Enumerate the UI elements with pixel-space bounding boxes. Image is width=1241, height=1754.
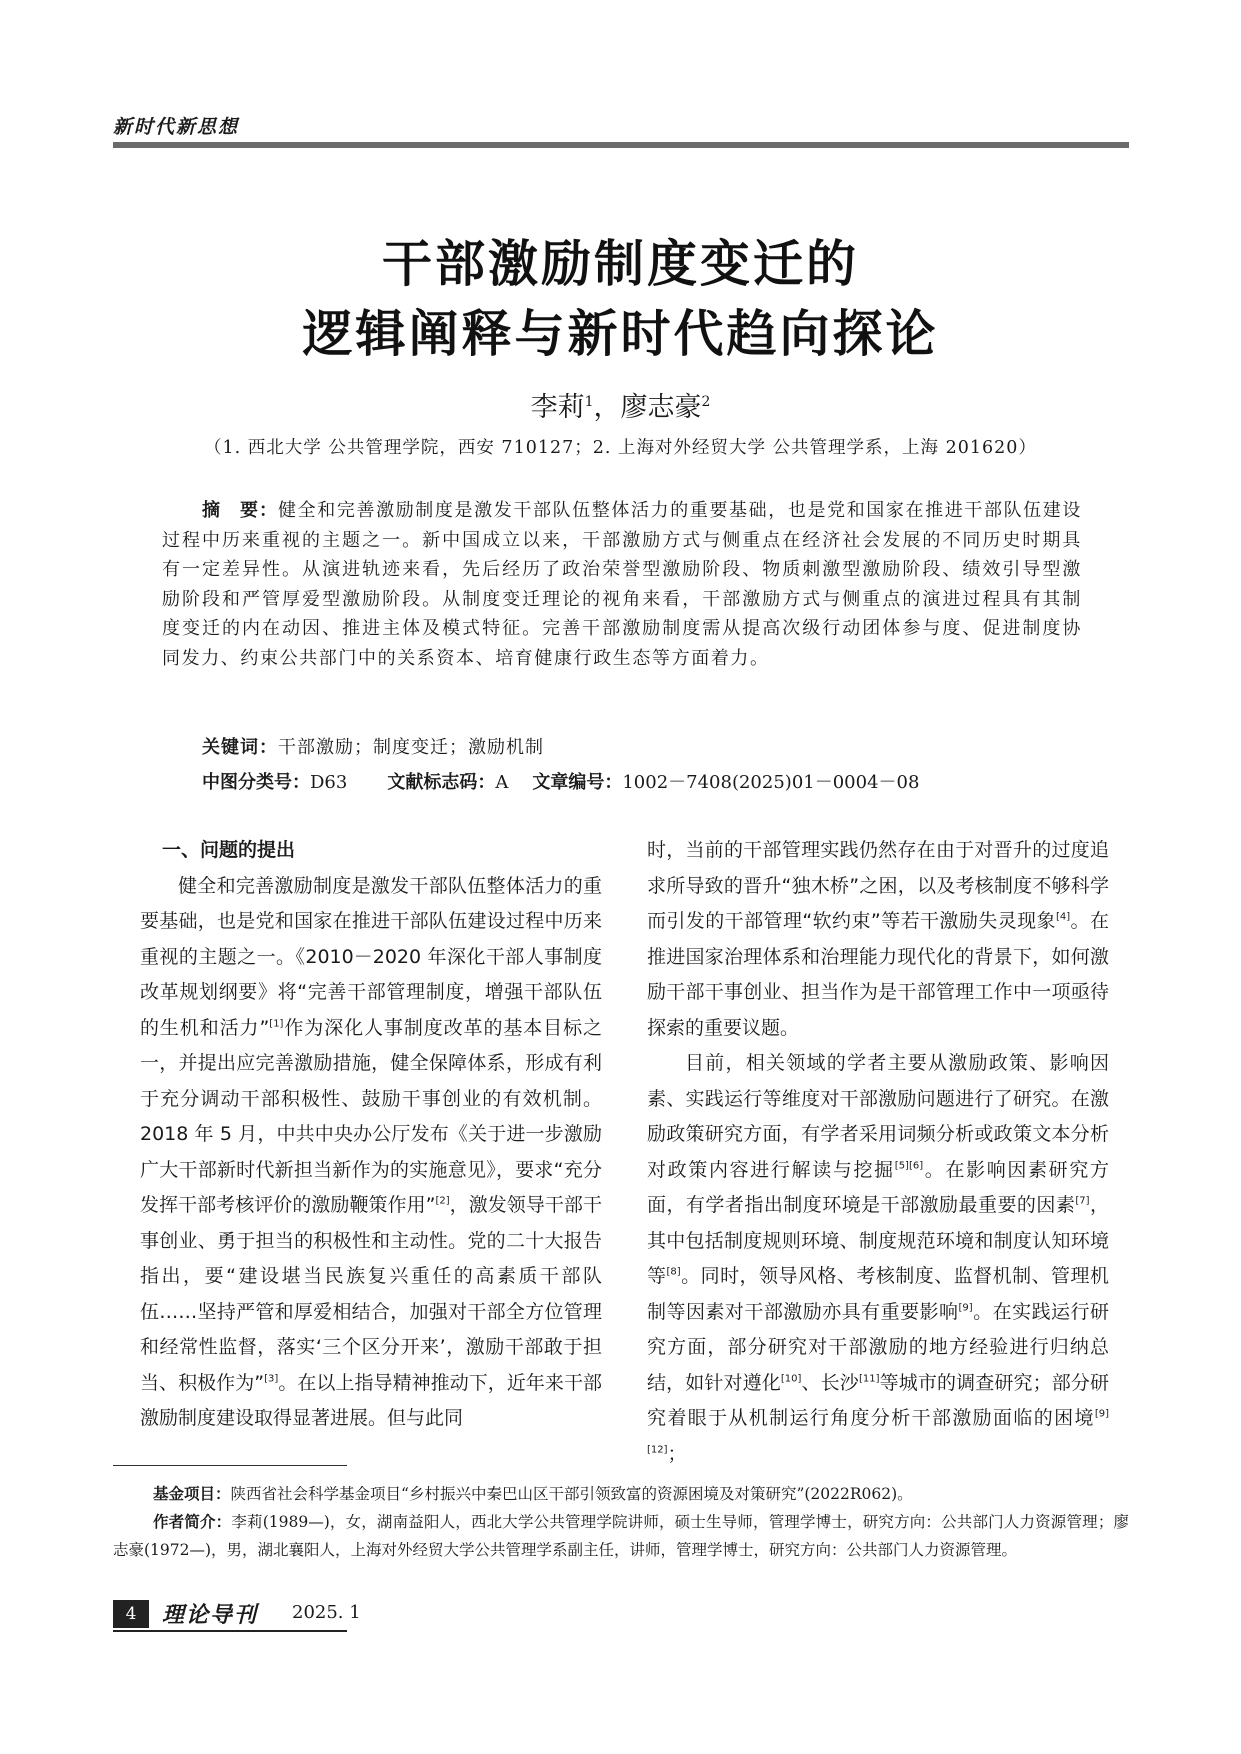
paragraph-1 [140, 869, 602, 1437]
abstract-text: 健全和完善激励制度是激发干部队伍整体活力的重要基础，也是党和国家在推进干部队伍建设过程中历来重视的主题之一。新中国成立以来，干部激励方式与侧重点在经济社会发展的不同历史时期具有一定差异性。从演进轨迹来看，先后经历了政治荣誉型激励阶段、物质刺激型激励阶段、绩效引导型激励阶段和严管厚爱型激励阶段。从制度变迁理论的视角来看，干部激励方式与侧重点的演进过程具有其制度变迁的内在动因、推进主体及模式特征。完善干部激励制度需从提高次级行动团体参与度、促进制度协同发力、约束公共部门中的关系资本、培育健康行政生态等方面着力。 [162, 500, 1082, 669]
classification [202, 768, 919, 794]
keywords [202, 733, 544, 759]
body-column-left [140, 833, 602, 1437]
p2-text-8: ； [667, 1442, 687, 1465]
p1-text-5: 。在推进国家治理体系和治理能力现代化的背景下，如何激励干部干事创业、担当作为是干部管理工作中一项亟待探索的重要议题。 [647, 910, 1109, 1039]
p1-text-3: ，激发领导干部干事创业、勇于担当的积极性和主动性。党的二十大报告指出，要“建设堪当民族复兴重任的高素质干部队伍……坚持严管和厚爱相结合，加强对干部全方位管理和经常性监督，落实‘三个区分开来’，激励干部敢于担当、积极作为” [140, 1194, 602, 1394]
p1-text-4b: 时，当前的干部管理实践仍然存在由于对晋升的过度追求所导致的晋升“独木桥”之困，以及考核制度不够科学而引发的干部管理“软约束”等若干激励失灵现象 [647, 839, 1109, 932]
issue-number: 2025. 1 [292, 1602, 361, 1623]
citation: [4] [1055, 911, 1071, 923]
footer-rule [113, 1630, 347, 1632]
author-1-sup: 1 [584, 394, 594, 410]
title-line-2: 逻辑阐释与新时代趋向探论 [302, 305, 939, 363]
doc-code-value: A [495, 772, 509, 793]
fund-label: 基金项目： [153, 1485, 231, 1503]
doc-code-label: 文献标志码： [387, 772, 496, 793]
journal-name: 理论导刊 [162, 1602, 259, 1628]
citation: [9][12] [647, 1408, 1109, 1456]
author-note [113, 1508, 1129, 1564]
author-2: 廖志豪 [620, 392, 702, 423]
article-number-value: 1002－7408(2025)01－0004－08 [622, 772, 920, 793]
author-separator: ， [593, 392, 621, 423]
keywords-text: 干部激励；制度变迁；激励机制 [278, 737, 544, 758]
keywords-label: 关键词： [202, 737, 278, 758]
paragraph-1-continued [647, 833, 1109, 1046]
body-column-right [647, 833, 1109, 1472]
page-number: 4 [113, 1600, 149, 1628]
p2-text-5: 。在实践运行研究方面，部分研究对干部激励的地方经验进行归纳总结，如针对遵化 [647, 1300, 1109, 1394]
footnotes [113, 1480, 1129, 1564]
header-rule [113, 142, 1129, 148]
p2-text-6: 、长沙 [801, 1371, 859, 1394]
clc-value: D63 [310, 772, 348, 793]
clc-label: 中图分类号： [202, 772, 310, 793]
author-2-sup: 2 [701, 394, 711, 410]
author-1: 李莉 [530, 392, 585, 423]
footnote-rule [113, 1465, 347, 1466]
p2-text-7: 等城市的调查研究；部分研究着眼于从机制运行角度分析干部激励面临的困境 [647, 1371, 1109, 1429]
citation: [1] [269, 1018, 284, 1030]
citation: [10] [780, 1373, 802, 1385]
citation: [5][6] [894, 1160, 924, 1172]
article-number-label: 文章编号： [532, 772, 623, 793]
fund-text: 陕西省社会科学基金项目“乡村振兴中秦巴山区干部引领致富的资源困境及对策研究”(2022R062)。 [230, 1485, 913, 1503]
p1-text-2: 作为深化人事制度改革的基本目标之一，并提出应完善激励措施，健全保障体系，形成有利于充分调动干部积极性、鼓励干事创业的有效机制。2018 年 5 月，中共中央办公厅发布《关于进一步激励广大干部新时代新担当新作为的实施意见》，要求“充分发挥干部考核评价的激励鞭策作用” [140, 1016, 602, 1216]
paragraph-2 [647, 1046, 1109, 1472]
p1-text-4a: 。在以上指导精神推动下，近年来干部激励制度建设取得显著进展。但与此同 [140, 1371, 602, 1429]
title-line-1: 干部激励制度变迁的 [382, 235, 859, 293]
author-bio-label: 作者简介： [153, 1513, 232, 1531]
fund-note [113, 1480, 1129, 1508]
abstract [162, 496, 1082, 673]
citation: [3] [264, 1373, 279, 1385]
section-title: 一、问题的提出 [162, 839, 296, 861]
p2-text-2: 。在影响因素研究方面，有学者指出制度环境是干部激励最重要的因素 [647, 1158, 1109, 1216]
p2-text-3: ，其中包括制度规则环境、制度规范环境和制度认知环境等 [647, 1194, 1109, 1287]
author-bio-text: 李莉(1989—)，女，湖南益阳人，西北大学公共管理学院讲师，硕士生导师，管理学博士，研究方向：公共部门人力资源管理；廖志豪(1972—)，男，湖北襄阳人，上海对外经贸大学公共管理学系副主任，讲师，管理学博士，研究方向：公共部门人力资源管理。 [113, 1513, 1129, 1559]
citation: [8] [666, 1266, 681, 1278]
p2-text-4: 。同时，领导风格、考核制度、监督机制、管理机制等因素对干部激励亦具有重要影响 [647, 1265, 1109, 1323]
abstract-label: 摘 要： [202, 500, 279, 521]
citation: [9] [958, 1302, 973, 1314]
citation: [7] [1075, 1195, 1090, 1207]
p1-text-1: 健全和完善激励制度是激发干部队伍整体活力的重要基础，也是党和国家在推进干部队伍建设过程中历来重视的主题之一。《2010－2020 年深化干部人事制度改革规划纲要》将“完善干部管理制度，增强干部队伍的生机和活力” [140, 874, 602, 1039]
running-head: 新时代新思想 [113, 116, 240, 138]
citation: [2] [435, 1195, 450, 1207]
citation: [11] [858, 1373, 880, 1385]
authors [0, 385, 1241, 424]
p2-text-1: 目前，相关领域的学者主要从激励政策、影响因素、实践运行等维度对干部激励问题进行了研究。在激励政策研究方面，有学者采用词频分析或政策文本分析对政策内容进行解读与挖掘 [647, 1052, 1109, 1181]
affiliations: （1. 西北大学 公共管理学院，西安 710127；2. 上海对外经贸大学 公共管理学系，上海 201620） [204, 438, 1037, 458]
